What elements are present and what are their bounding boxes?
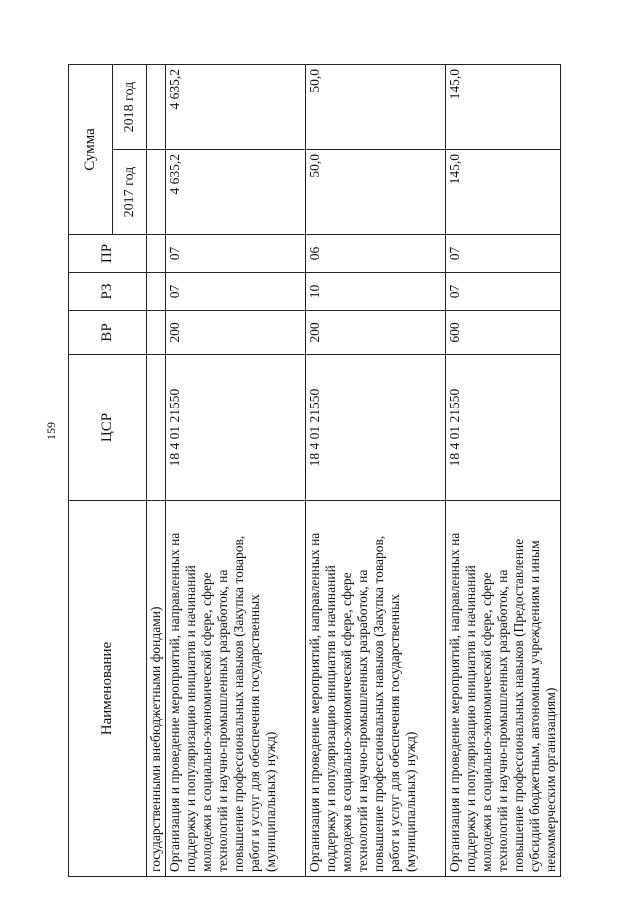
- header-csr: ЦСР: [69, 355, 147, 501]
- budget-table: [68, 64, 561, 877]
- table-row: [446, 64, 561, 876]
- table-row: [166, 64, 306, 876]
- cell-2017: 145,0: [446, 150, 561, 235]
- cell-name: Организация и проведение мероприятий, направленных на поддержку и популяризацию инициатив и начинаний молодежи в социально-экономической сфере, сфере технологий и научно-промышленных разработок, на повышение профессиональных навыков (Закупка товаров, работ и услуг для обеспечения государственных (муниципальных) нужд): [166, 501, 306, 877]
- page-number: 159: [44, 422, 58, 440]
- cell-csr: 18 4 01 21550: [446, 355, 561, 501]
- cell-2017: [147, 150, 166, 235]
- header-2018: 2018 год: [113, 64, 147, 149]
- cell-name: государственными внебюджетными фондами): [147, 501, 166, 877]
- cell-csr: 18 4 01 21550: [166, 355, 306, 501]
- header-rz: РЗ: [69, 273, 147, 311]
- header-pr: ПР: [69, 235, 147, 273]
- header-2017: 2017 год: [113, 150, 147, 235]
- cell-2017: 4 635,2: [166, 150, 306, 235]
- rotated-table-container: [68, 65, 558, 877]
- cell-vr: 600: [446, 311, 561, 355]
- cell-csr: [147, 355, 166, 501]
- cell-name: Организация и проведение мероприятий, направленных на поддержку и популяризацию инициатив и начинаний молодежи в социально-экономической сфере, сфере технологий и научно-промышленных разработок, на повышение профессиональных навыков (Закупка товаров, работ и услуг для обеспечения государственных (муниципальных) нужд): [306, 501, 446, 877]
- cell-pr: 07: [446, 235, 561, 273]
- cell-pr: 06: [306, 235, 446, 273]
- table-row: [147, 64, 166, 876]
- cell-rz: 07: [446, 273, 561, 311]
- header-vr: ВР: [69, 311, 147, 355]
- cell-name: Организация и проведение мероприятий, направленных на поддержку и популяризацию инициатив и начинаний молодежи в социально-экономической сфере, сфере технологий и научно-промышленных разработок, на повышение профессиональных навыков (Предоставление субсидий бюджетным, автономным учреждениям и иным некоммерческим организациям): [446, 501, 561, 877]
- header-sum: Сумма: [69, 64, 113, 234]
- header-name: Наименование: [69, 501, 147, 877]
- table-row: [306, 64, 446, 876]
- cell-2018: [147, 64, 166, 149]
- cell-rz: [147, 273, 166, 311]
- cell-vr: 200: [166, 311, 306, 355]
- cell-pr: [147, 235, 166, 273]
- cell-2017: 50,0: [306, 150, 446, 235]
- cell-2018: 4 635,2: [166, 64, 306, 149]
- cell-2018: 50,0: [306, 64, 446, 149]
- cell-csr: 18 4 01 21550: [306, 355, 446, 501]
- cell-vr: [147, 311, 166, 355]
- header-row-1: [69, 64, 113, 876]
- cell-rz: 07: [166, 273, 306, 311]
- cell-rz: 10: [306, 273, 446, 311]
- cell-vr: 200: [306, 311, 446, 355]
- cell-pr: 07: [166, 235, 306, 273]
- cell-2018: 145,0: [446, 64, 561, 149]
